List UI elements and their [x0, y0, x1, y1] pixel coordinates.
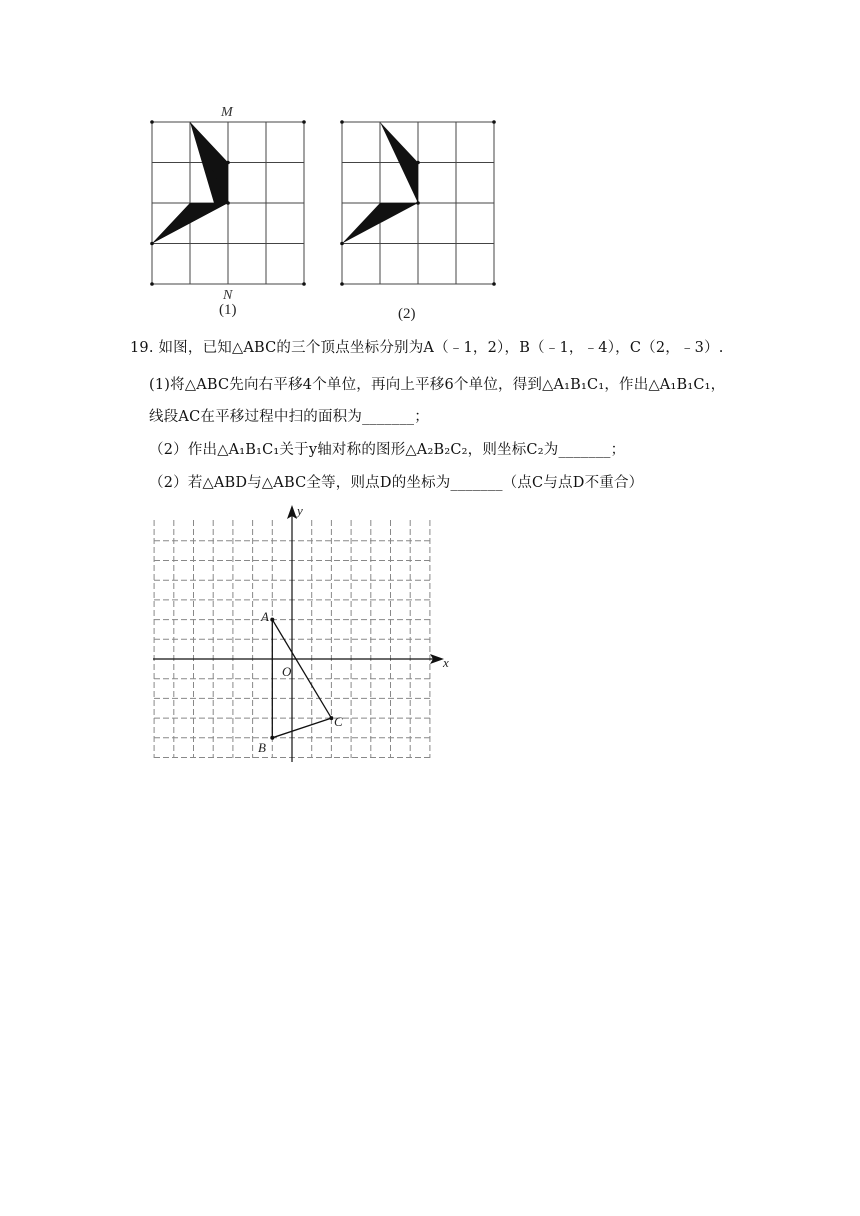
question-1-line-2: 线段AC在平移过程中扫的面积为_______；: [149, 409, 429, 425]
top-figure: [140, 100, 520, 330]
vertex-A: [270, 618, 274, 622]
coordinate-figure: [148, 500, 458, 770]
y-axis: [287, 505, 297, 762]
point-label-B: B: [258, 740, 266, 755]
vertex-B: [270, 736, 274, 740]
dashed-grid: [154, 520, 432, 758]
problem-stem: [130, 338, 724, 358]
y-axis-label: y: [297, 503, 303, 518]
origin-label: O: [282, 664, 292, 679]
x-axis-label: x: [443, 655, 449, 670]
vertex-C: [329, 716, 333, 720]
caption-1: (1): [219, 302, 237, 318]
question-3: （2）若△ABD与△ABC全等，则点D的坐标为_______（点C与点D不重合）: [149, 475, 644, 491]
label-M: M: [221, 105, 233, 120]
problem-number: 19.: [130, 340, 154, 356]
point-label-A: A: [261, 609, 269, 624]
question-2: （2）作出△A₁B₁C₁关于y轴对称的图形△A₂B₂C₂，则坐标C₂为_______；: [149, 442, 626, 458]
question-1-line-1: (1)将△ABC先向右平移4个单位，再向上平移6个单位，得到△A₁B₁C₁，作出△A₁B₁C₁，: [149, 377, 726, 393]
label-N: N: [223, 288, 233, 303]
problem-stem-text: 如图，已知△ABC的三个顶点坐标分别为A（﹣1，2），B（﹣1，﹣4），C（2，﹣3）.: [158, 340, 724, 356]
point-label-C: C: [334, 714, 343, 729]
caption-2: (2): [398, 306, 416, 322]
